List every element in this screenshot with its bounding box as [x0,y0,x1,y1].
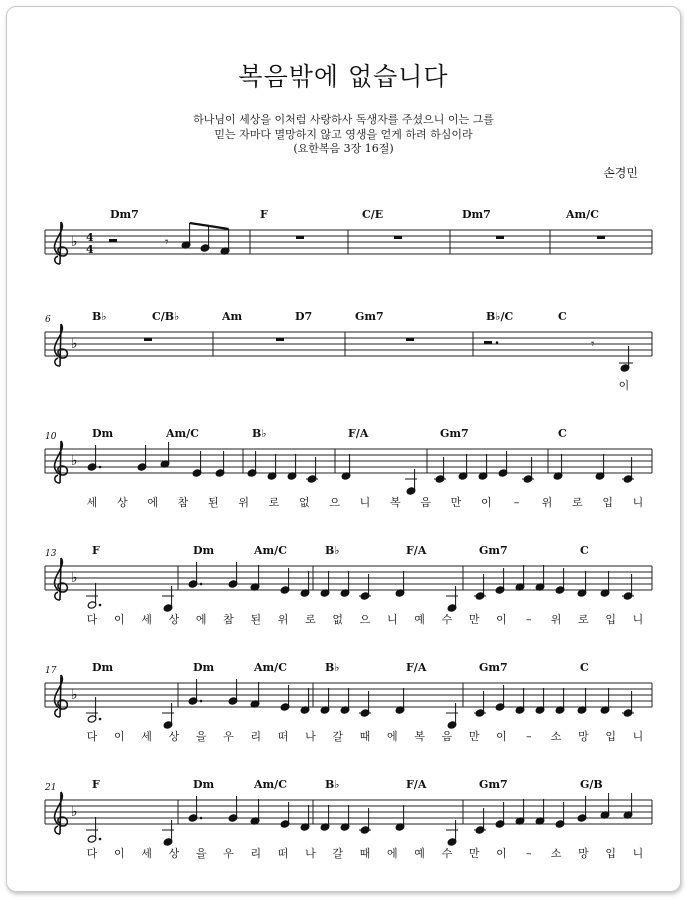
chord-symbol: Gm7 [479,544,508,557]
chord-symbol: C/E [362,208,384,221]
lyric-syllable: 에 [386,730,398,743]
song-title: 복음밖에 없습니다 [238,62,449,91]
lyric-syllable: 망 [578,847,589,860]
verse-line-1: 하나님이 세상을 이처럼 사랑하사 독생자를 주셨으니 이는 그를 [193,113,494,126]
chord-symbol: D7 [295,310,313,323]
lyric-syllable: 니 [386,613,398,626]
lyric-syllable: 니 [632,730,644,743]
lyric-syllable: 없 [332,613,344,626]
lyric-syllable: 위 [277,613,289,626]
beam [210,226,229,229]
lyric-syllable: 음 [420,496,431,509]
flat-key-signature-icon: ♭ [71,687,78,703]
treble-clef-icon [55,792,68,834]
lyric-syllable: – [526,613,532,626]
chord-symbol: Gm7 [479,778,508,791]
chord-symbol: B♭/C [486,310,514,323]
lyric-syllable: 이 [113,730,125,743]
dot-icon [200,583,203,586]
lyric-syllable: 복 [414,730,425,743]
flat-key-signature-icon: ♭ [71,453,78,469]
whole-rest-icon [276,338,284,341]
lyric-syllable: 복 [390,496,401,509]
flat-key-signature-icon: ♭ [71,234,78,250]
chord-symbol: C/B♭ [152,310,180,323]
flat-key-signature-icon: ♭ [71,336,78,352]
treble-clef-icon [55,675,68,717]
dot-icon [200,700,203,703]
dot-icon [496,341,499,344]
eighth-rest-icon: 𝄾 [165,235,169,250]
measure-number: 17 [45,666,57,676]
flat-key-signature-icon: ♭ [71,570,78,586]
lyric-syllable: 입 [602,496,613,509]
chord-symbol: C [580,544,589,557]
chord-symbol: Am/C [254,661,287,674]
lyric-syllable: 나 [305,730,316,743]
lyric-syllable: 만 [468,847,480,860]
chord-symbol: F/A [406,661,427,674]
half-rest-icon [109,239,117,242]
chord-symbol: Gm7 [479,661,508,674]
lyric-syllable: 상 [168,847,180,860]
lyric-syllable: 리 [250,847,262,860]
lyric-syllable: 갈 [332,730,344,743]
lyric-syllable: 떠 [277,847,289,860]
dot-icon [99,838,102,841]
lyric-syllable: – [513,496,520,509]
lyric-syllable: 우 [223,847,234,860]
lyric-syllable: 없 [299,496,310,509]
lyric-syllable: 만 [450,496,462,509]
lyric-syllable: 니 [359,496,371,509]
dot-icon [200,817,203,820]
lyric-syllable: 니 [632,496,644,509]
lyric-syllable: 된 [250,613,262,626]
chord-symbol: B♭ [325,661,340,674]
flat-key-signature-icon: ♭ [71,804,78,820]
composer-name: 손경민 [603,166,638,180]
lyric-syllable: 에 [147,496,158,509]
lyric-syllable: 에 [386,847,398,860]
lyric-syllable: 입 [605,730,617,743]
lyric-syllable: 된 [208,496,219,509]
measure-number: 21 [45,783,57,793]
lyric-syllable: 상 [117,496,128,509]
lyric-syllable: 이 [496,847,507,860]
lyric-syllable: 을 [195,730,207,743]
whole-rest-icon [406,338,414,341]
chord-symbol: B♭ [325,778,340,791]
whole-rest-icon [496,236,504,239]
treble-clef-icon [55,441,68,483]
whole-rest-icon [597,236,605,239]
verse-reference: (요한복음 3장 16절) [293,142,394,155]
lyric-syllable: 예 [414,847,425,860]
chord-symbol: F/A [406,544,427,557]
lyric-syllable: 에 [195,613,207,626]
lyric-syllable: 이 [113,613,125,626]
lyric-syllable: 로 [578,613,589,626]
whole-rest-icon [144,338,152,341]
lyric-syllable: 세 [86,496,98,509]
chord-symbol: C [558,427,567,440]
chord-symbol: Gm7 [355,310,384,323]
lyric-syllable: – [526,847,532,860]
lyric-syllable: 만 [468,730,480,743]
lyric-syllable: 참 [223,613,234,626]
time-signature-top: 4 [86,231,94,244]
lyric-syllable: 리 [250,730,262,743]
lyric-syllable: 만 [468,613,480,626]
chord-symbol: B♭ [325,544,340,557]
chord-symbol: F/A [406,778,427,791]
chord-symbol: F [260,208,268,221]
lyric-syllable: 이 [496,730,507,743]
lyric-syllable: 위 [238,496,249,509]
chord-symbol: Dm [193,778,215,791]
chord-symbol: Dm7 [462,208,491,221]
time-signature-bottom: 4 [86,243,94,256]
lyric-syllable: 으 [359,613,371,626]
lyric-syllable: 상 [168,613,180,626]
lyric-syllable: 니 [632,613,644,626]
chord-symbol: Am/C [566,208,599,221]
treble-clef-icon [55,558,68,600]
lyric-syllable: 이 [496,613,507,626]
eighth-rest-icon: 𝄾 [591,337,595,352]
lyric-syllable: 입 [605,847,617,860]
lyric-syllable: 수 [441,613,453,626]
lyric-syllable: 세 [141,613,152,626]
lyric-syllable: 으 [329,496,340,509]
lyric-syllable: 위 [541,496,553,509]
lyric-syllable: 음 [441,730,453,743]
chord-symbol: Am/C [254,544,287,557]
dot-icon [99,718,102,721]
lyric-syllable: 로 [305,613,316,626]
chord-symbol: Gm7 [440,427,469,440]
lyric-syllable: 이 [618,379,630,392]
beam [190,223,210,226]
chord-symbol: F/A [348,427,369,440]
lyric-syllable: 참 [177,496,189,509]
lyric-syllable: 다 [86,730,98,743]
lyric-syllable: 입 [605,613,617,626]
chord-symbol: Am/C [254,778,287,791]
chord-symbol: F [92,544,100,557]
measure-number: 13 [45,549,57,559]
chord-symbol: C [580,661,589,674]
lyric-syllable: 소 [550,730,562,743]
chord-symbol: Dm [92,661,114,674]
chord-symbol: Am [222,310,243,323]
dot-icon [99,466,102,469]
lyric-syllable: 떠 [277,730,289,743]
chord-symbol: Dm [92,427,114,440]
treble-clef-icon [55,222,68,264]
whole-rest-icon [296,236,304,239]
lyric-syllable: 세 [141,730,152,743]
whole-rest-icon [394,236,402,239]
lyric-syllable: – [526,730,532,743]
chord-symbol: B♭ [92,310,107,323]
chord-symbol: C [558,310,567,323]
dot-icon [99,604,102,607]
measure-number: 10 [45,432,57,442]
lyric-syllable: 니 [632,847,644,860]
treble-clef-icon [55,324,68,366]
lyric-syllable: 예 [414,613,425,626]
chord-symbol: Am/C [166,427,199,440]
lyric-syllable: 갈 [332,847,344,860]
chord-symbol: B♭ [252,427,267,440]
lyric-syllable: 다 [86,613,98,626]
lyric-syllable: 우 [223,730,234,743]
lyric-syllable: 로 [268,496,280,509]
lyric-syllable: 나 [305,847,316,860]
lyric-syllable: 이 [481,496,492,509]
lyric-syllable: 때 [359,730,371,743]
chord-symbol: F [92,778,100,791]
lyric-syllable: 상 [168,730,180,743]
lyric-syllable: 소 [550,847,562,860]
lyric-syllable: 이 [113,847,125,860]
measure-number: 6 [45,315,51,325]
chord-symbol: Dm [193,661,215,674]
chord-symbol: Dm7 [110,208,139,221]
lyric-syllable: 수 [441,847,453,860]
lyric-syllable: 세 [141,847,152,860]
lyric-syllable: 로 [572,496,583,509]
chord-symbol: G/B [580,778,603,791]
chord-symbol: Dm [193,544,215,557]
half-rest-icon [484,341,492,344]
verse-line-2: 믿는 자마다 멸망하지 않고 영생을 얻게 하려 하심이라 [214,127,473,141]
lyric-syllable: 다 [86,847,98,860]
lyric-syllable: 위 [550,613,562,626]
lyric-syllable: 망 [578,730,589,743]
lyric-syllable: 을 [195,847,207,860]
lyric-syllable: 때 [359,847,371,860]
